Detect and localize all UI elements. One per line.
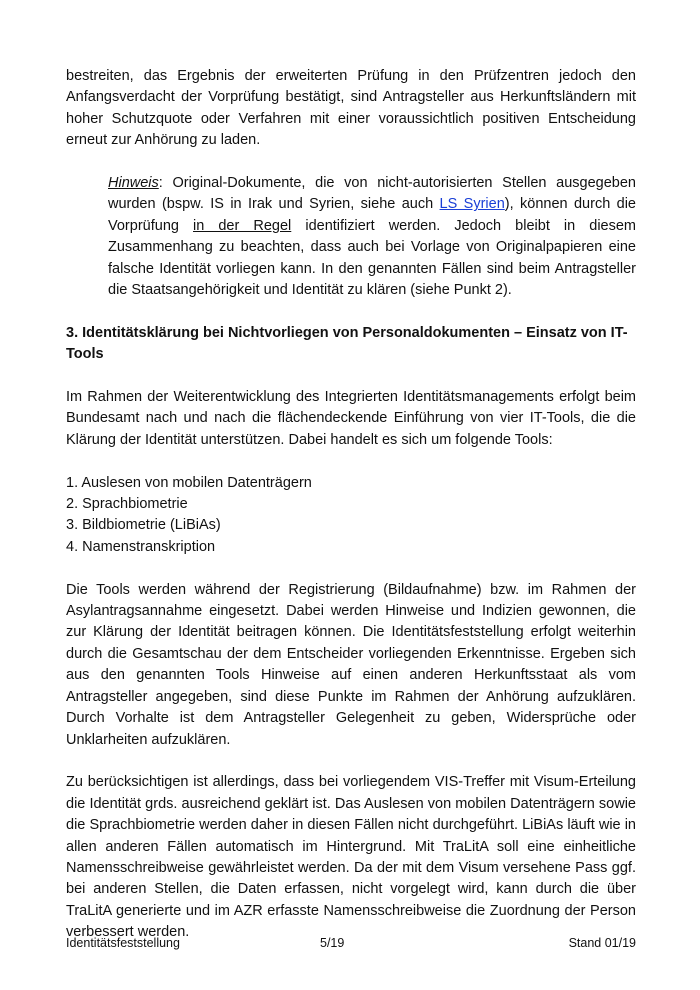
footer-version: Stand 01/19 [568, 936, 636, 950]
vis-paragraph: Zu berücksichtigen ist allerdings, dass bei vorliegendem VIS-Treffer mit Visum-Erteilung die Identität grds. ausreichend geklärt ist. Das Auslesen von mobilen Datenträgern sowie die Sprachbiometrie werden daher in diesen Fällen nicht durchgeführt. LiBiAs läuft wie in allen anderen Fällen automatisch im Hintergrund. Mit TraLitA soll eine einheitliche Namensschreibweise gewährleistet werden. Da der mit dem Visum versehene Pass ggf. bei anderen Stellen, die Daten erfassen, nicht vorgelegt wird, kann durch die über TraLitA generierte und im AZR erfasste Namensschreibweise die Zuordnung der Person verbessert werden. [66, 774, 636, 941]
hint-text-part2: ), können durch die Vorprüfung [108, 196, 636, 234]
hint-text-part1: : Original-Dokumente, die von nicht-autorisierten Stellen ausgegeben wurden (bspw. IS in Irak und Syrien, siehe auch [108, 175, 636, 213]
ls-syrien-link[interactable]: LS Syrien [439, 196, 505, 213]
section-intro-paragraph: Im Rahmen der Weiterentwicklung des Integrierten Identitätsmanagements erfolgt beim Bundesamt nach und nach die flächendeckende Einführung von vier IT-Tools, die die Klärung der Identität unterstützen. Dabei handelt es sich um folgende Tools: [66, 389, 636, 448]
list-item: 1. Auslesen von mobilen Datenträgern [66, 474, 312, 491]
intro-paragraph: bestreiten, das Ergebnis der erweiterten Prüfung in den Prüfzentren jedoch den Anfangsverdacht der Vorprüfung bestätigt, sind Antragsteller aus Herkunftsländern mit hoher Schutzquote oder Verfahren mit einer voraussichtlich positiven Entscheidung erneut zur Anhörung zu laden. [66, 68, 636, 149]
hint-label: Hinweis [108, 175, 159, 192]
list-item: 4. Namenstranskription [66, 538, 216, 555]
hint-note [108, 173, 636, 301]
hint-text-part3: identifiziert werden. Jedoch bleibt in diesem Zusammenhang zu beachten, dass auch bei Vorlage von Originalpapieren eine falsche Identität vorliegen kann. In den genannten Fällen sind beim Antragsteller die Staatsangehörigkeit und Identität zu klären (siehe Punkt 2). [108, 217, 637, 299]
tools-usage-paragraph: Die Tools werden während der Registrierung (Bildaufnahme) bzw. im Rahmen der Asylantragsannahme eingesetzt. Dabei werden Hinweise und Indizien gewonnen, die zur Klärung der Identität beitragen können. Die Identitätsfeststellung erfolgt weiterhin durch die Gesamtschau der dem Entscheider vorliegenden Erkenntnisse. Ergeben sich aus den genannten Tools Hinweise auf einen anderen Herkunftsstaat als vom Antragsteller angegeben, sind diese Punkte im Rahmen der Anhörung aufzuklären. Durch Vorhalte ist dem Antragsteller Gelegenheit zu geben, Widersprüche oder Unklarheiten aufzuklären. [66, 581, 636, 748]
list-item: 2. Sprachbiometrie [66, 496, 188, 513]
section-heading: 3. Identitätsklärung bei Nichtvorliegen von Personaldokumenten – Einsatz von IT-Tools [66, 324, 628, 363]
footer-document-title: Identitätsfeststellung [66, 936, 180, 950]
document-page [66, 66, 636, 944]
tools-list [66, 473, 636, 559]
list-item: 3. Bildbiometrie (LiBiAs) [66, 517, 221, 534]
hint-underlined-text: in der Regel [193, 217, 292, 234]
footer-page-number: 5/19 [320, 936, 345, 950]
page-footer [66, 933, 636, 953]
